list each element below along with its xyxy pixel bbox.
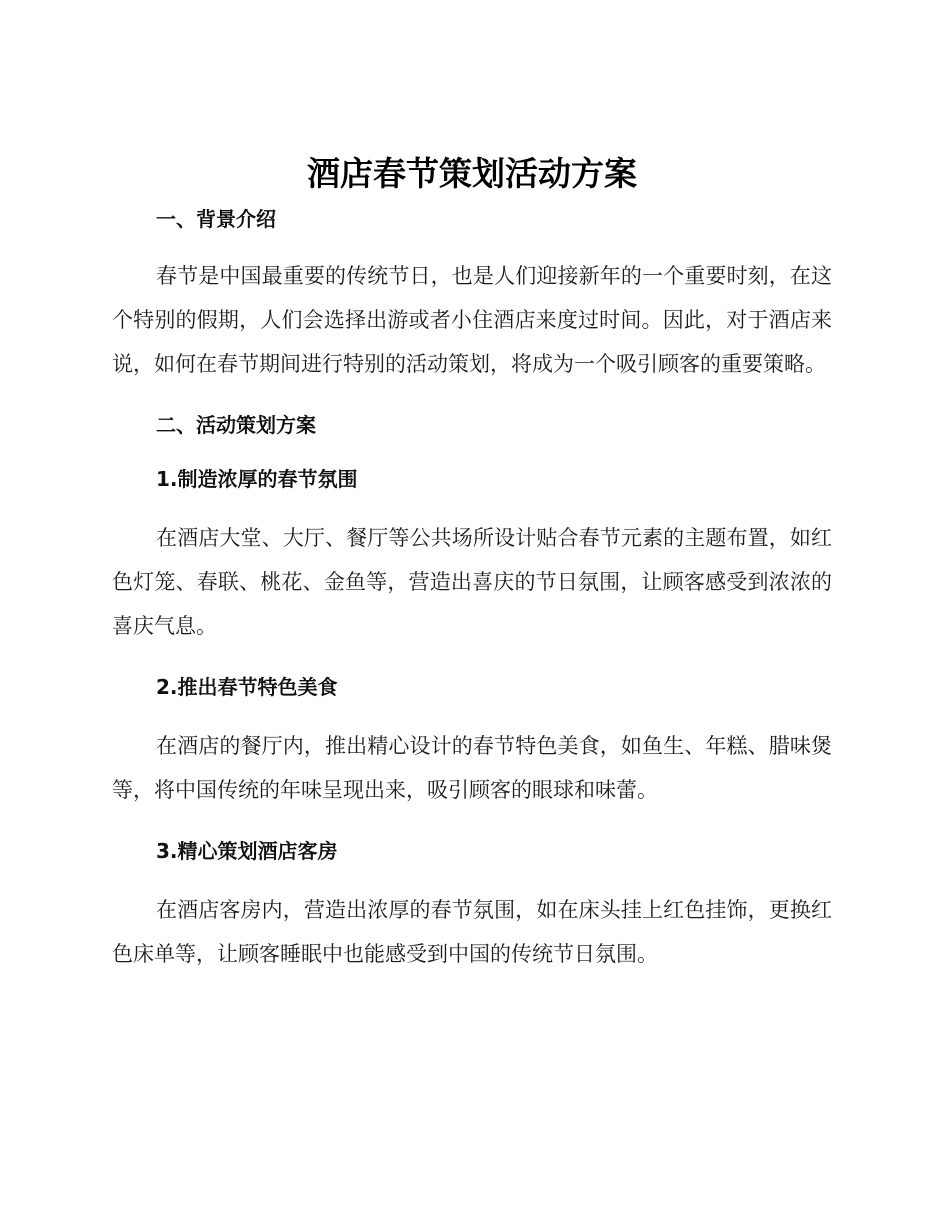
- paragraph-food: 在酒店的餐厅内，推出精心设计的春节特色美食，如鱼生、年糕、腊味煲等，将中国传统的年味呈现出来，吸引顾客的眼球和味蕾。: [112, 734, 832, 802]
- paragraph-rooms: 在酒店客房内，营造出浓厚的春节氛围，如在床头挂上红色挂饰，更换红色床单等，让顾客睡眠中也能感受到中国的传统节日氛围。: [112, 898, 832, 966]
- section-heading-background: 一、背景介绍: [156, 207, 276, 231]
- subheading-food: 2.推出春节特色美食: [156, 675, 338, 699]
- paragraph-atmosphere: 在酒店大堂、大厅、餐厅等公共场所设计贴合春节元素的主题布置，如红色灯笼、春联、桃花、金鱼等，营造出喜庆的节日氛围，让顾客感受到浓浓的喜庆气息。: [112, 526, 832, 638]
- document-title: 酒店春节策划活动方案: [307, 154, 637, 193]
- subheading-atmosphere: 1.制造浓厚的春节氛围: [156, 467, 358, 491]
- document-body: [112, 148, 832, 976]
- section-heading-plan: 二、活动策划方案: [156, 413, 316, 437]
- paragraph-background: 春节是中国最重要的传统节日，也是人们迎接新年的一个重要时刻，在这个特别的假期，人们会选择出游或者小住酒店来度过时间。因此，对于酒店来说，如何在春节期间进行特别的活动策划，将成为一个吸引顾客的重要策略。: [112, 264, 832, 376]
- subheading-rooms: 3.精心策划酒店客房: [156, 839, 338, 863]
